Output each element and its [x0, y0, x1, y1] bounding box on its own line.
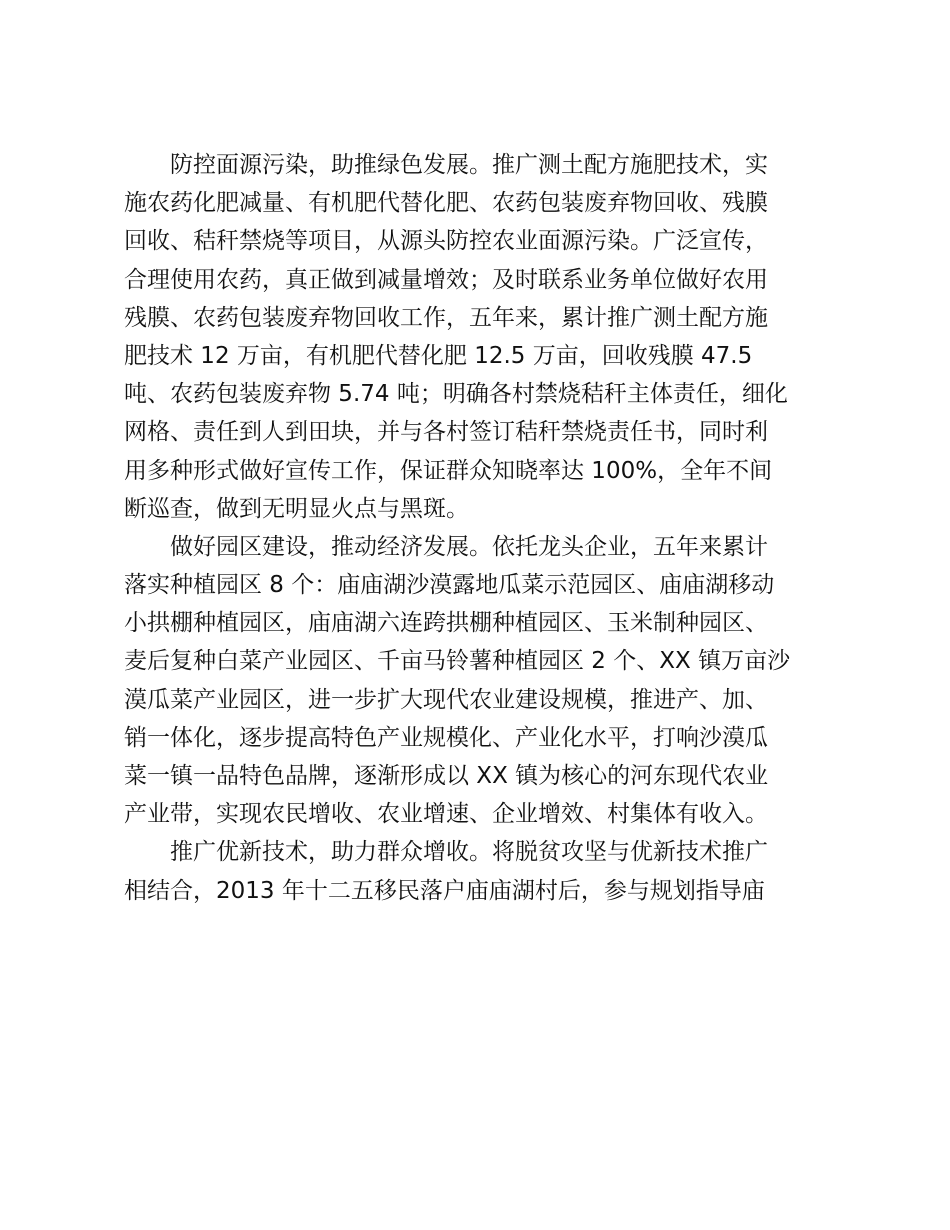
- text-line: 相结合，2013 年十二五移民落户庙庙湖村后，参与规划指导庙: [124, 877, 765, 904]
- text-line: 网格、责任到人到田块，并与各村签订秸秆禁烧责任书，同时利: [124, 419, 768, 446]
- text-line: 小拱棚种植园区，庙庙湖六连跨拱棚种植园区、玉米制种园区、: [124, 610, 768, 637]
- paragraph-park-construction: [124, 528, 836, 834]
- text-line: 断巡查，做到无明显火点与黑斑。: [124, 495, 469, 522]
- text-line: 回收、秸秆禁烧等项目，从源头防控农业面源污染。广泛宣传，: [124, 228, 768, 255]
- text-line: 残膜、农药包装废弃物回收工作，五年来，累计推广测土配方施: [124, 304, 768, 331]
- text-line: 施农药化肥减量、有机肥代替化肥、农药包装废弃物回收、残膜: [124, 190, 768, 217]
- paragraph-technology-promotion: [124, 833, 836, 909]
- text-line: 防控面源污染，助推绿色发展。推广测土配方施肥技术，实: [124, 152, 768, 178]
- text-line: 推广优新技术，助力群众增收。将脱贫攻坚与优新技术推广: [124, 839, 768, 866]
- text-line: 产业带，实现农民增收、农业增速、企业增效、村集体有收入。: [124, 801, 768, 828]
- text-line: 菜一镇一品特色品牌，逐渐形成以 XX 镇为核心的河东现代农业: [124, 763, 769, 789]
- text-line: 销一体化，逐步提高特色产业规模化、产业化水平，打响沙漠瓜: [124, 724, 768, 751]
- text-line: 合理使用农药，真正做到减量增效；及时联系业务单位做好农用: [124, 266, 768, 293]
- text-line: 用多种形式做好宣传工作，保证群众知晓率达 100%，全年不间: [124, 457, 773, 484]
- text-line: 漠瓜菜产业园区，进一步扩大现代农业建设规模，推进产、加、: [124, 686, 768, 713]
- text-line: 吨、农药包装废弃物 5.74 吨；明确各村禁烧秸秆主体责任，细化: [124, 381, 788, 408]
- paragraph-pollution-control: [124, 146, 836, 528]
- text-line: 落实种植园区 8 个：庙庙湖沙漠露地瓜菜示范园区、庙庙湖移动: [124, 572, 775, 599]
- text-line: 麦后复种白菜产业园区、千亩马铃薯种植园区 2 个、XX 镇万亩沙: [124, 648, 791, 675]
- document-body: [124, 146, 836, 910]
- text-line: 肥技术 12 万亩，有机肥代替化肥 12.5 万亩，回收残膜 47.5: [124, 342, 753, 369]
- text-line: 做好园区建设，推动经济发展。依托龙头企业，五年来累计: [124, 533, 768, 560]
